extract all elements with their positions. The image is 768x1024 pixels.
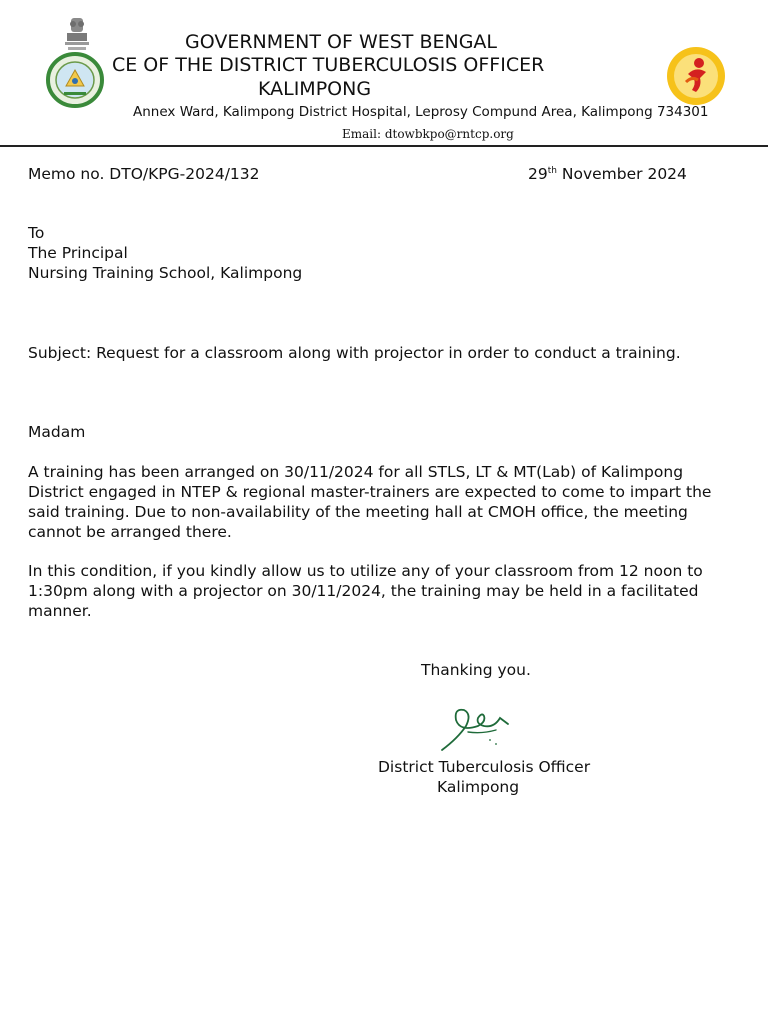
header-place: KALIMPONG — [258, 78, 372, 100]
header-divider — [0, 145, 768, 147]
memo-date-day: 29 — [528, 165, 548, 183]
recipient-to: To — [28, 224, 45, 242]
memo-date-suffix: th — [547, 165, 557, 176]
signatory-title: District Tuberculosis Officer — [378, 758, 591, 776]
body-paragraph-1: A training has been arranged on 30/11/2024 for all STLS, LT & MT(Lab) of Kalimpong District engaged in NTEP & regional master-trainers are expected to come to impart the said training. Due to non-availability of the meeting hall at CMOH office, the meeting cannot be arranged there. — [28, 463, 712, 541]
recipient-title: The Principal — [28, 244, 128, 262]
memo-date-rest: November 2024 — [556, 165, 687, 183]
west-bengal-govt-logo-icon — [46, 52, 104, 108]
recipient-org: Nursing Training School, Kalimpong — [28, 264, 303, 282]
header-email: Email: dtowbkpo@rntcp.org — [342, 127, 514, 141]
subject-line: Subject: Request for a classroom along with projector in order to conduct a training. — [28, 344, 681, 362]
salutation: Madam — [28, 423, 86, 441]
memo-number: Memo no. DTO/KPG-2024/132 — [28, 165, 260, 183]
header-address: Annex Ward, Kalimpong District Hospital, Leprosy Compund Area, Kalimpong 734301 — [133, 104, 709, 120]
memo-date — [528, 164, 687, 184]
closing-text: Thanking you. — [421, 661, 531, 679]
body-paragraph-2: In this condition, if you kindly allow us to utilize any of your classroom from 12 noon to 1:30pm along with a projector on 30/11/2024, the training may be held in a facilitated manner. — [28, 562, 703, 620]
national-emblem-icon — [62, 16, 92, 54]
ntep-logo-icon — [666, 46, 726, 106]
signatory-place: Kalimpong — [437, 778, 520, 796]
header-government: GOVERNMENT OF WEST BENGAL — [185, 31, 497, 53]
header-office: CE OF THE DISTRICT TUBERCULOSIS OFFICER — [112, 54, 545, 76]
signature-icon — [438, 700, 514, 754]
